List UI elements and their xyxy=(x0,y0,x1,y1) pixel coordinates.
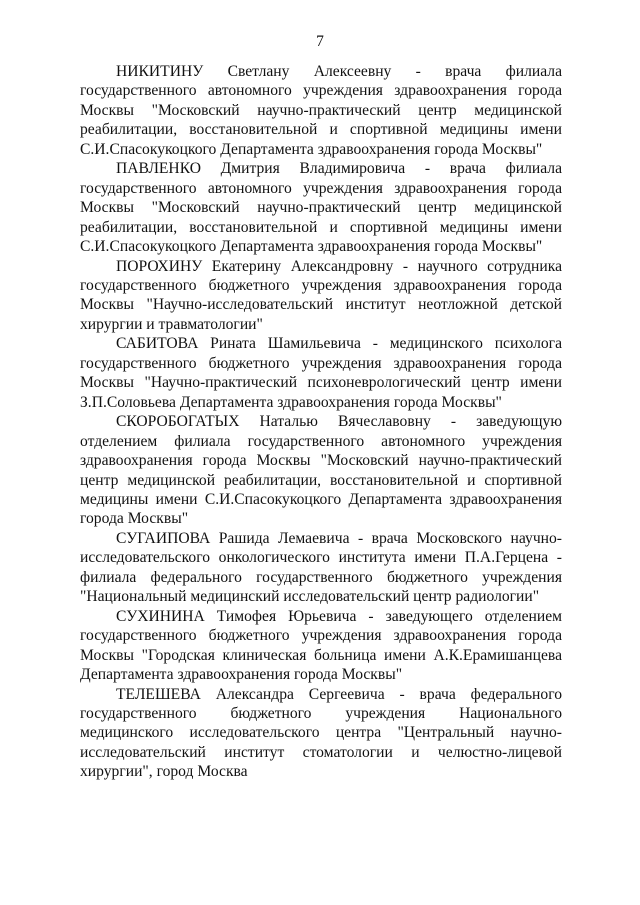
award-entry-porokhina: ПОРОХИНУ Екатерину Александровну - научного сотрудника государственного бюджетного учреждения здравоохранения города Москвы "Научно-исследовательский институт неотложной детской хирургии и травматологии" xyxy=(80,257,562,333)
page-number: 7 xyxy=(316,33,324,50)
award-entry-sabitov: САБИТОВА Рината Шамильевича - медицинского психолога государственного бюджетного учреждения здравоохранения города Москвы "Научно-практический психоневрологический центр имени З.П.Соловьева Департамента здравоохранения города Москвы" xyxy=(80,335,562,411)
award-entry-sugaipov: СУГАИПОВА Рашида Лемаевича - врача Московского научно-исследовательского онкологического института имени П.А.Герцена - филиала федерального государственного бюджетного учреждения "Национальный медицинский исследовательский центр радиологии" xyxy=(80,529,562,606)
award-entry-nikitina: НИКИТИНУ Светлану Алексеевну - врача филиала государственного автономного учреждения здравоохранения города Москвы "Московский научно-практический центр медицинской реабилитации, восстановительной и спортивной медицины имени С.И.Спасокукоцкого Департамента здравоохранения города Москвы" xyxy=(80,63,562,158)
award-entry-sukhinin: СУХИНИНА Тимофея Юрьевича - заведующего отделением государственного бюджетного учреждения здравоохранения города Москвы "Городская клиническая больница имени А.К.Ерамишанцева Департамента здравоохранения города Москвы" xyxy=(80,607,562,684)
document-body xyxy=(80,62,562,782)
award-entry-skorobogatykh: СКОРОБОГАТЫХ Наталью Вячеславовну - заведующую отделением филиала государственного автономного учреждения здравоохранения города Москвы "Московский научно-практический центр медицинской реабилитации, восстановительной и спортивной медицины имени С.И.Спасокукоцкого Департамента здравоохранения города Москвы" xyxy=(80,413,562,528)
award-entry-teleshev: ТЕЛЕШЕВА Александра Сергеевича - врача федерального государственного бюджетного учреждения Национального медицинского исследовательского центра "Центральный научно-исследовательский институт стоматологии и челюстно-лицевой хирургии", город Москва xyxy=(80,685,562,781)
award-entry-pavlenko: ПАВЛЕНКО Дмитрия Владимировича - врача филиала государственного автономного учреждения здравоохранения города Москвы "Московский научно-практический центр медицинской реабилитации, восстановительной и спортивной медицины имени С.И.Спасокукоцкого Департамента здравоохранения города Москвы" xyxy=(80,160,562,256)
